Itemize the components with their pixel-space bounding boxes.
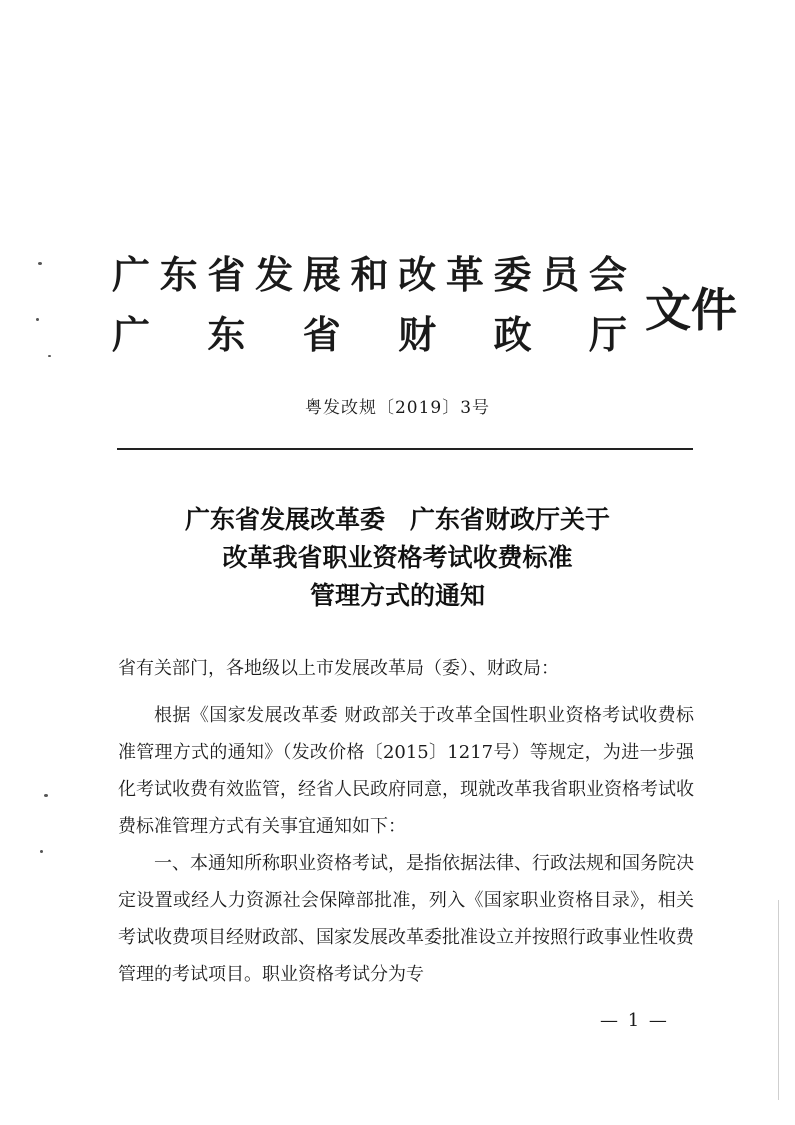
- issuer-char: 员: [541, 252, 580, 297]
- header-divider: [117, 448, 693, 450]
- issuer-line-1: [112, 252, 627, 298]
- issuer-char: 改: [398, 252, 437, 297]
- issuer-char: 广: [112, 312, 151, 357]
- scan-speck: [36, 318, 39, 321]
- salutation: 省有关部门，各地级以上市发展改革局（委）、财政局：: [118, 658, 559, 679]
- issuer-char: 东: [159, 252, 198, 297]
- issuer-char: 委: [493, 252, 532, 297]
- page-number: — 1 —: [600, 1010, 669, 1031]
- issuer-char: 政: [493, 312, 532, 357]
- scan-speck: [44, 794, 48, 797]
- issuer-char: 会: [588, 252, 627, 297]
- issuer-header: [112, 252, 752, 372]
- issuer-line-2: [112, 312, 627, 358]
- title-line-3: 管理方式的通知: [309, 581, 485, 610]
- issuer-char: 发: [255, 252, 294, 297]
- issuer-char: 和: [350, 252, 389, 297]
- body-paragraph: 根据《国家发展改革委 财政部关于改革全国性职业资格考试收费标准管理方式的通知》（发改价格〔2015〕1217号）等规定，为进一步强化考试收费有效监管，经省人民政府同意，现就改革我省职业资格考试收费标准管理方式有关事宜通知如下：: [118, 705, 694, 837]
- document-number: 粤发改规〔2019〕3号: [304, 398, 491, 418]
- issuer-char: 厅: [588, 312, 627, 357]
- title-line-1: 广东省发展改革委 广东省财政厅关于: [184, 505, 610, 534]
- scan-speck: [48, 355, 51, 357]
- title-line-2: 改革我省职业资格考试收费标准: [222, 543, 573, 572]
- doc-type-label: 文件: [645, 283, 737, 337]
- issuer-char: 革: [445, 252, 484, 297]
- issuer-char: 广: [112, 252, 151, 297]
- body-paragraph: 一、本通知所称职业资格考试，是指依据法律、行政法规和国务院决定设置或经人力资源社会保障部批准，列入《国家职业资格目录》，相关考试收费项目经财政部、国家发展改革委批准设立并按照行政事业性收费管理的考试项目。职业资格考试分为专: [118, 853, 694, 985]
- scan-speck: [40, 850, 43, 853]
- issuer-char: 省: [207, 252, 246, 297]
- issuer-char: 展: [302, 252, 341, 297]
- issuer-char: 东: [207, 312, 246, 357]
- scan-edge: [778, 900, 779, 1100]
- scan-speck: [38, 262, 42, 265]
- issuer-char: 省: [302, 312, 341, 357]
- issuer-char: 财: [398, 312, 437, 357]
